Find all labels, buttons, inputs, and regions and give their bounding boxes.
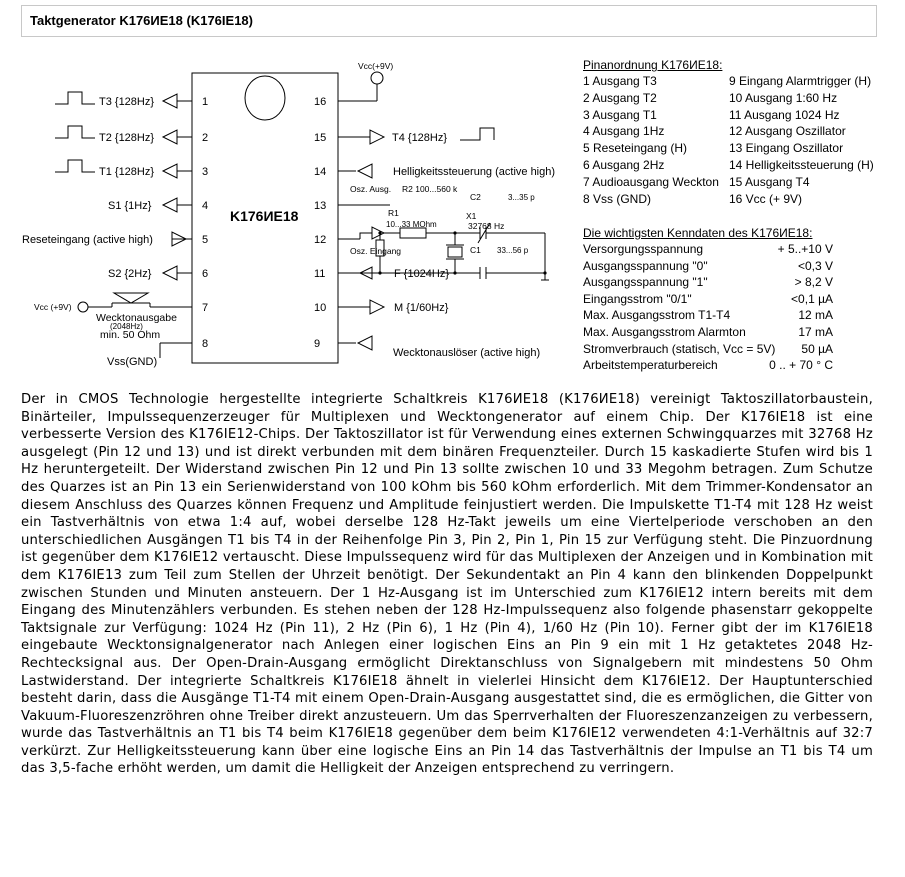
- pin-label-t3: T3 {128Hz}: [99, 96, 155, 108]
- spec-value: + 5..+10 V: [777, 242, 833, 256]
- pinout-right: 12 Ausgang Oszillator: [729, 124, 846, 139]
- spec-value: 50 µA: [801, 341, 833, 356]
- pinout-row: [583, 90, 883, 107]
- pin-number-14: 14: [314, 166, 327, 178]
- pinout-left: 4 Ausgang 1Hz: [583, 124, 665, 139]
- pin-number-6: 6: [202, 268, 209, 280]
- pinout-row: [583, 140, 883, 157]
- spec-row: [583, 258, 883, 275]
- spec-key: Stromverbrauch (statisch, Vcc = 5V): [583, 341, 776, 356]
- pinout-right: 13 Eingang Oszillator: [729, 141, 844, 156]
- pin-number-9: 9: [314, 338, 321, 350]
- pin-label-min50ohm: min. 50 Ohm: [100, 329, 161, 341]
- spec-value: <0,1 µA: [791, 291, 833, 306]
- pin-number-10: 10: [314, 302, 327, 314]
- pinout-row: [583, 157, 883, 174]
- description-paragraph: Der in CMOS Technologie hergestellte integrierte Schaltkreis K176ИЕ18 (K176ИЕ18) vereinigt Taktoszillatorbaustein, Binärteiler, Impulssequenzerzeuger für Multiplexen und Wecktongenerator auf einem Chip. Der K176IE18 ist eine verbesserte Version des K176IE12-Chips. Der Taktoszillator ist für Verwendung eines externen Schwingquarzes mit 32768 Hz ausgelegt (Pin 12 und 13) und ist direkt verbunden mit dem binären Frequenzteiler. Durch 15 kaskadierte Stufen wird bis 1 Hz heruntergeteilt. Der Widerstand zwischen Pin 12 und Pin 13 sollte zwischen 10 und 33 Megohm betragen. Zum Schutze des Quarzes ist an Pin 13 ein Serienwiderstand von 100 kOhm bis 560 kOhm erforderlich. Mit dem Trimmer-Kondensator an diesem Anschluss des Quarzes können Frequenz und Amplitude feinjustiert werden. Die Impulskette T1-T4 mit 128 Hz weist ein Tastverhältnis von etwa 1:4 auf, wobei derselbe 128 Hz-Takt jeweils um eine Viertelperiode verschoben an den unterschiedlichen Ausgängen T1 bis T4 in der Reihenfolge Pin 3, Pin 2, Pin 1, Pin 15 zur Verfügung steht. Die Pinzuordnung ist gegenüber dem K176IE12 vertauscht. Diese Impulssequenz wird für das Multiplexen der Anzeigen und in Kombination mit dem K176IE13 zum Teil zum Stellen der Uhrzeit benötigt. Der Sekundentakt an Pin 4 kann den blinkenden Doppelpunkt zwischen Stunden und Minuten ansteuern. Der 1 Hz-Ausgang ist im Unterschied zum K176IE12 intern bereits mit dem Eingang des Minutenzählers verbunden. Es stehen neben der 128 Hz-Impulssequenz also folgende phasenstarr gekoppelte Taktsignale zur Verfügung: 1024 Hz (Pin 11), 2 Hz (Pin 6), 1 Hz (Pin 4), 1/60 Hz (Pin 10). Ferner gibt der im K176IE18 eingebaute Wecktonsignalgenerator nach Anlegen einer logischen Eins an Pin 9 ein mit 1 Hz getaktetes 2048 Hz-Rechtecksignal aus. Der Open-Drain-Ausgang ermöglicht Direktanschluss von Signalgebern mit mindestens 50 Ohm Lastwiderstand. Der integrierte Schaltkreis K176IE18 ähnelt in vielerlei Hinsicht dem K176IE12. Der Hauptunterschied besteht darin, dass die Ausgänge T1-T4 mit einem Open-Drain-Ausgang ausgestattet sind, die es ermöglichen, die Gitter von Vakuum-Fluoreszenzröhren ohne Treiber direkt anzusteuern. Um das Sperrverhalten der Fluoreszenzanzeigen zu verbessern, wurde das Tastverhältnis an T1 bis T4 beim K176IE18 gegenüber dem beim K176IE12 verwendeten 4:1-Verhältnis auf 32:7 verkürzt. Zur Helligkeitssteuerung kann über eine logische Eins an Pin 14 das Tastverhältnis der Impulse an T1 bis T4 um das 3,5-fache erhöht werden, um damit die Helligkeit der Anzeigen entsprechend zu verringern.: [21, 392, 873, 777]
- spec-key: Eingangsstrom "0/1": [583, 291, 692, 306]
- spec-row: [583, 341, 883, 358]
- pin-label-f: F {1024Hz}: [394, 268, 450, 280]
- spec-row: [583, 291, 883, 308]
- pinout-left: 2 Ausgang T2: [583, 90, 657, 105]
- spec-row: [583, 357, 883, 374]
- pin-label-t4: T4 {128Hz}: [392, 132, 448, 144]
- pin-label-2048hz: (2048Hz): [110, 322, 143, 331]
- pin-label-s1: S1 {1Hz}: [108, 200, 152, 212]
- pinout-left: 5 Reseteingang (H): [583, 141, 688, 156]
- spec-value: 0 .. + 70 ° C: [769, 358, 833, 373]
- c1-label: C1: [470, 245, 481, 255]
- pinout-left: 6 Ausgang 2Hz: [583, 157, 665, 172]
- pin-number-2: 2: [202, 132, 209, 144]
- pin-number-8: 8: [202, 338, 209, 350]
- osc-out-label: Osz. Ausg.: [350, 184, 392, 194]
- pinout-row: [583, 107, 883, 124]
- specs-heading: Die wichtigsten Kenndaten des K176ИЕ18:: [583, 226, 813, 240]
- pin-number-16: 16: [314, 96, 327, 108]
- pin-number-5: 5: [202, 234, 209, 246]
- spec-key: Max. Ausgangsstrom Alarmton: [583, 324, 746, 339]
- title-box: [21, 5, 877, 37]
- pinout-left: 8 Vss (GND): [583, 191, 652, 206]
- pin-number-11: 11: [314, 268, 326, 280]
- pinout-right: 15 Ausgang T4: [729, 174, 810, 189]
- pinout-right: 16 Vcc (+ 9V): [729, 191, 803, 206]
- pin-number-12: 12: [314, 234, 327, 246]
- pin-label-reset: Reseteingang (active high): [22, 234, 153, 246]
- pinout-table: [583, 57, 883, 207]
- pinout-row: [583, 123, 883, 140]
- pin-number-7: 7: [202, 302, 209, 314]
- pin-label-weckton: Wecktonausgabe: [96, 312, 177, 324]
- pin-label-wecktonausloeser: Wecktonauslöser (active high): [393, 347, 541, 359]
- pin-label-t1: T1 {128Hz}: [99, 166, 155, 178]
- pinout-left: 7 Audioausgang Weckton: [583, 174, 719, 189]
- vcc-terminal: [371, 72, 383, 84]
- pin-label-vss: Vss(GND): [107, 356, 158, 368]
- pinout-left: 1 Ausgang T3: [583, 74, 657, 88]
- pin-label-s2: S2 {2Hz}: [108, 268, 152, 280]
- c2-value: 3...35 p: [508, 193, 535, 202]
- pin-number-13: 13: [314, 200, 327, 212]
- spec-row: [583, 307, 883, 324]
- spec-value: <0,3 V: [797, 258, 833, 273]
- chip-name: K176ИЕ18: [230, 208, 299, 224]
- pinout-right: 10 Ausgang 1:60 Hz: [729, 90, 838, 105]
- pin-number-3: 3: [202, 166, 209, 178]
- spec-row: [583, 274, 883, 291]
- pinout-heading: Pinanordnung K176ИЕ18:: [583, 58, 723, 72]
- spec-value: 17 mA: [798, 324, 833, 339]
- pinout-right: 11 Ausgang 1024 Hz: [729, 107, 840, 122]
- spec-key: Ausgangsspannung "0": [583, 258, 708, 273]
- spec-key: Max. Ausgangsstrom T1-T4: [583, 308, 731, 323]
- pin-number-1: 1: [202, 96, 209, 108]
- spec-key: Ausgangsspannung "1": [583, 275, 708, 290]
- vcc-left-label: Vcc (+9V): [34, 302, 72, 312]
- spec-value: 12 mA: [798, 308, 833, 323]
- pin-number-4: 4: [202, 200, 209, 212]
- c2-label: C2: [470, 192, 481, 202]
- page-title: Taktgenerator K176ИЕ18 (K176IE18): [30, 13, 253, 28]
- r1-label: R1: [388, 208, 399, 218]
- chip-notch: [245, 76, 285, 120]
- pinout-row: [583, 191, 883, 208]
- pin-label-m: M {1/60Hz}: [394, 302, 449, 314]
- spec-key: Versorgungsspannung: [583, 242, 704, 256]
- vcc-left-terminal: [78, 302, 88, 312]
- pinout-left: 3 Ausgang T1: [583, 107, 657, 122]
- spec-value: > 8,2 V: [794, 275, 833, 290]
- pinout-right: 9 Eingang Alarmtrigger (H): [729, 74, 872, 88]
- spec-row: [583, 241, 883, 258]
- schematic-diagram: [0, 40, 575, 385]
- x1-value: 32768 Hz: [468, 221, 505, 231]
- x1-label: X1: [466, 211, 477, 221]
- r2-label: R2 100...560 k: [402, 184, 458, 194]
- pin-number-15: 15: [314, 132, 327, 144]
- pinout-right: 14 Helligkeitssteuerung (H): [729, 157, 874, 172]
- pin-label-t2: T2 {128Hz}: [99, 132, 155, 144]
- r1-value: 10...33 MOhm: [386, 220, 437, 229]
- specs-table: [583, 225, 883, 374]
- spec-key: Arbeitstemperaturbereich: [583, 358, 718, 373]
- c1-value: 33...56 p: [497, 246, 529, 255]
- pin-label-helligkeit: Helligkeitssteuerung (active high): [393, 166, 556, 178]
- spec-row: [583, 324, 883, 341]
- vcc-top-label: Vcc(+9V): [358, 61, 394, 71]
- pinout-row: [583, 73, 883, 90]
- osc-in-label: Osz. Eingang: [350, 246, 402, 256]
- pinout-row: [583, 174, 883, 191]
